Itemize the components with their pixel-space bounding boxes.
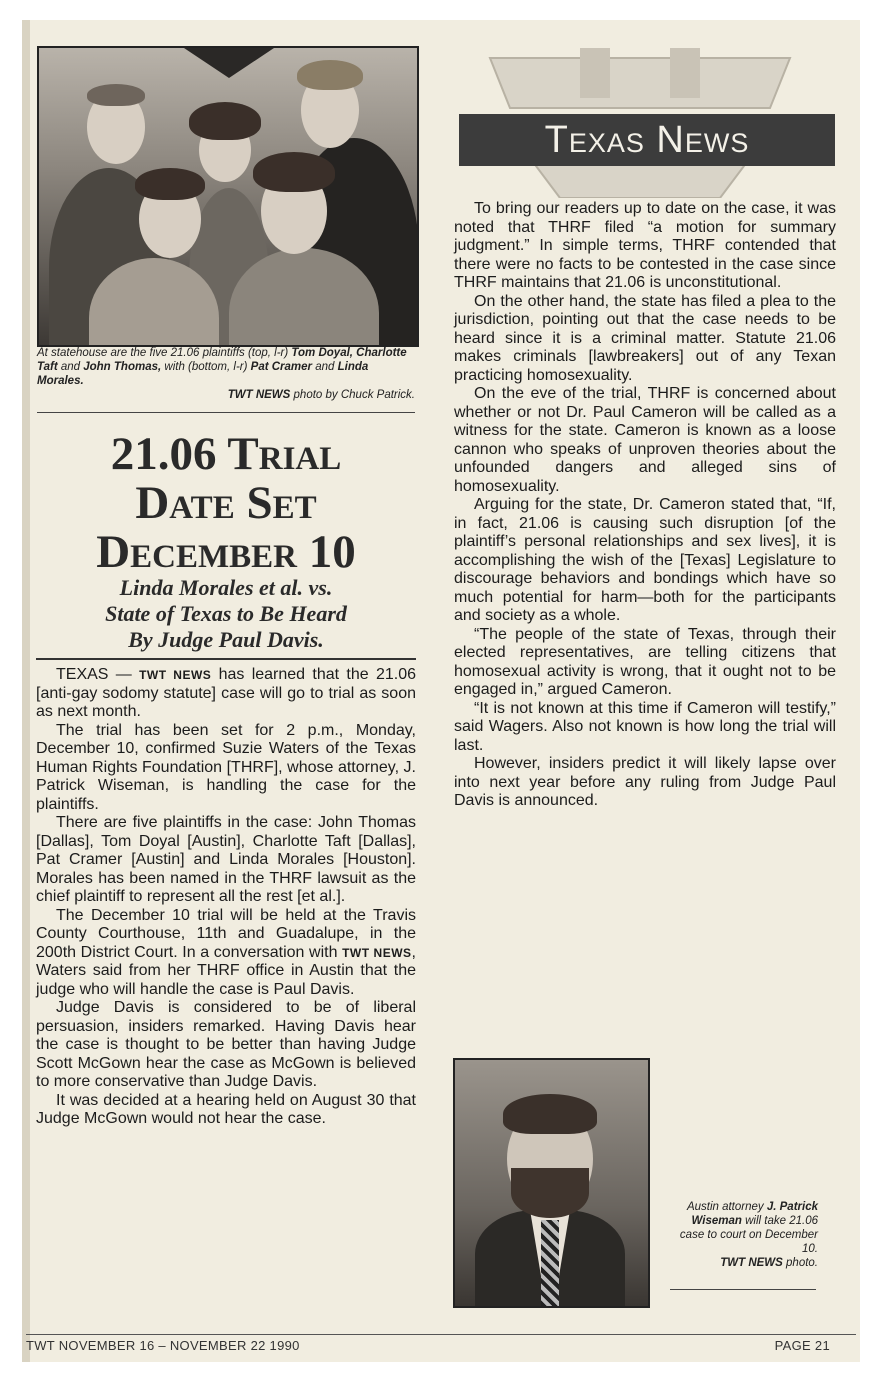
paragraph: The December 10 trial will be held at the Travis County Courthouse, 11th and Guadalupe, in the 200th District Court. In a conversation with TWT NEWS, Waters said from her THRF office in Austin that the judge who will handle the case is Paul Davis.	[36, 906, 416, 998]
headline-line-3: December 10	[96, 526, 356, 578]
paragraph: “It is not known at this time if Cameron will testify,” said Wagers. Also not known is how long the trial will last.	[454, 699, 836, 754]
paragraph: To bring our readers up to date on the case, it was noted that THRF filed “a motion for summary judgment.” In simple terms, THRF contended that there were no facts to be contested in the case since THRF maintains that 21.06 is unconstitutional.	[454, 200, 836, 291]
paragraph: However, insiders predict it will likely lapse over into next year before any ruling from Judge Paul Davis is announced.	[454, 755, 836, 809]
paragraph: The trial has been set for 2 p.m., Monday, December 10, confirmed Suzie Waters of the Texas Human Rights Foundation [THRF], whose attorney, J. Patrick Wiseman, is handling the case for the plaintiffs.	[36, 721, 416, 813]
headline-line-2: Date Set	[135, 477, 317, 529]
paragraph: TEXAS — TWT NEWS has learned that the 21.06 [anti-gay sodomy statute] case will go to trial as soon as next month.	[36, 666, 416, 720]
headline	[30, 430, 422, 577]
caption-divider	[37, 412, 415, 413]
headline-line-1: 21.06 Trial	[110, 428, 342, 480]
footer-divider	[26, 1334, 856, 1335]
subhead-divider	[36, 658, 416, 660]
paragraph: Judge Davis is considered to be of liberal persuasion, insiders remarked. Having Davis hear the case is thought to be better than having Judge Scott McGown hear the case as McGown is believed to more conservative than Judge Davis.	[36, 999, 416, 1090]
paragraph: On the eve of the trial, THRF is concerned about whether or not Dr. Paul Cameron will be called as a witness for the state. Cameron is known as a loose cannon who speaks of unproven theories about the unfounded dangers and alleged sins of homosexuality.	[454, 385, 836, 495]
photo-credit: TWT NEWS photo by Chuck Patrick.	[227, 389, 415, 401]
page-number: PAGE 21	[774, 1338, 830, 1353]
plaintiffs-photo-caption: At statehouse are the five 21.06 plaintiffs (top, l-r) Tom Doyal, Charlotte Taft and John Thomas, with (bottom, l-r) Pat Cramer and Linda Morales. TWT NEWS photo by Chuck Patrick.	[37, 347, 415, 401]
paragraph: “The people of the state of Texas, through their elected representatives, are telling citizens that homosexual activity is wrong, that it ought not to be engaged in,” argued Cameron.	[454, 625, 836, 698]
page-gutter	[22, 20, 30, 1362]
paragraph: Arguing for the state, Dr. Cameron stated that, “If, in fact, 21.06 is causing such disruption [of the plaintiff’s personal relationships and sex lives], it is accomplishing the wish of the [Texas] Legislature to discourage behaviors and bondings which have so much potential for harm—both for the participants and society as a whole.	[454, 496, 836, 624]
texas-news-banner: Texas News	[459, 114, 835, 166]
plaintiffs-photo	[37, 46, 419, 347]
issue-date: TWT NOVEMBER 16 – NOVEMBER 22 1990	[26, 1338, 300, 1353]
attorney-photo-caption: Austin attorney J. Patrick Wiseman will take 21.06 case to court on December 10. TWT NEWS photo.	[679, 1201, 818, 1269]
left-article-column	[36, 666, 416, 1129]
paragraph: On the other hand, the state has filed a plea to the jurisdiction, pointing out that the case needs to be heard since it is a criminal matter. Statute 21.06 makes criminals [lawbreakers] out of any Texan practicing homosexuality.	[454, 292, 836, 384]
attorney-photo	[453, 1058, 650, 1308]
caption-divider	[670, 1289, 816, 1290]
right-article-column	[454, 200, 836, 811]
paragraph: There are five plaintiffs in the case: John Thomas [Dallas], Tom Doyal [Austin], Charlotte Taft [Dallas], Pat Cramer [Austin] and Linda Morales [Houston]. Morales has been named in the THRF lawsuit as the chief plaintiff to represent all the rest [et al.].	[36, 814, 416, 905]
subheadline: Linda Morales et al. vs. State of Texas to Be Heard By Judge Paul Davis.	[105, 575, 347, 652]
paragraph: It was decided at a hearing held on August 30 that Judge McGown would not hear the case.	[36, 1091, 416, 1127]
